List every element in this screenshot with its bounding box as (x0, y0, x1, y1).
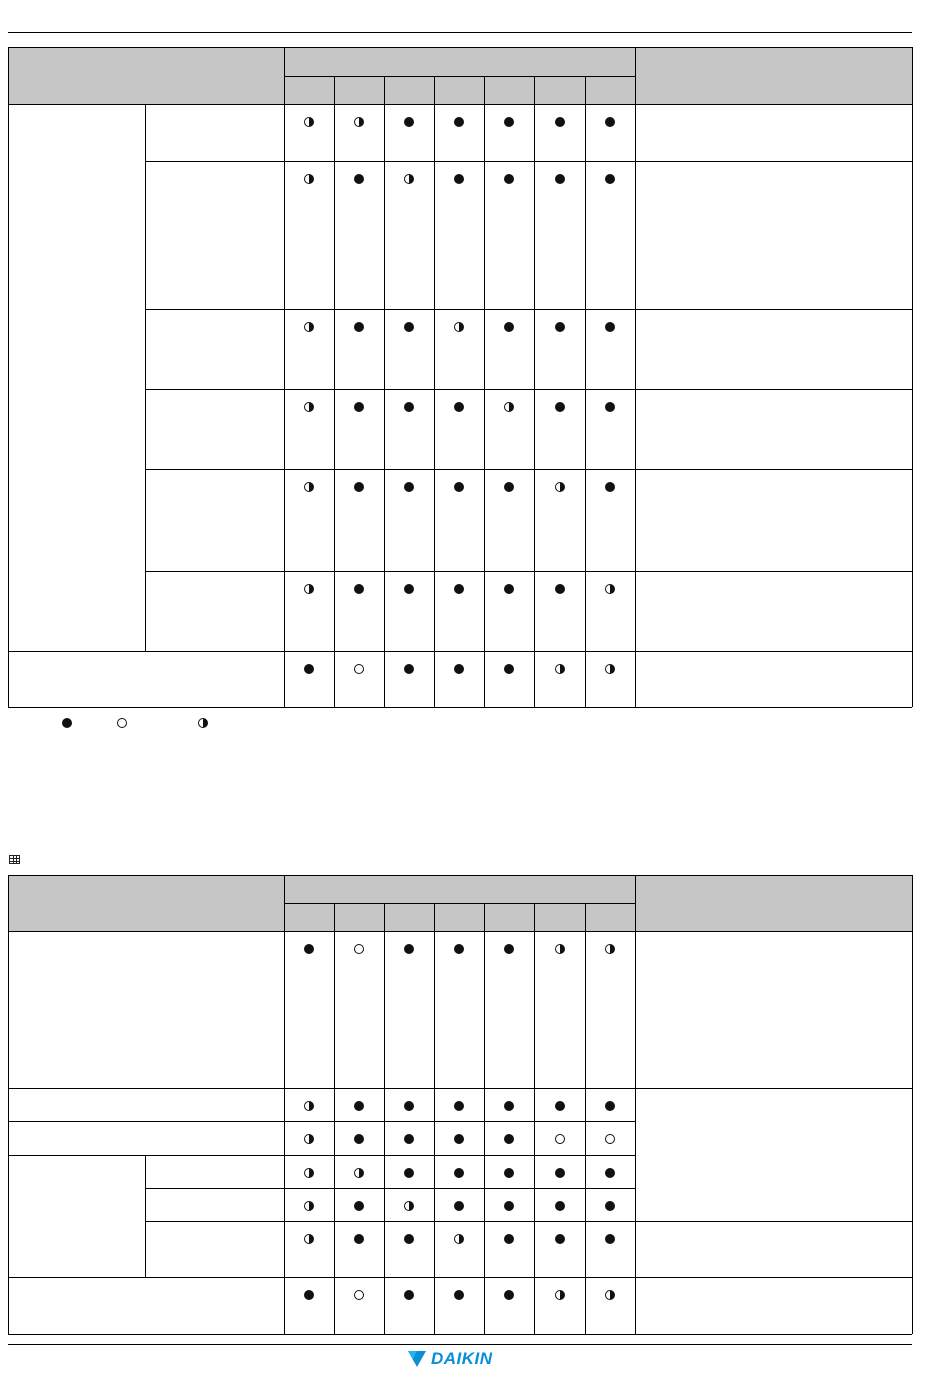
filled-circle-icon (454, 174, 464, 184)
row-divider (145, 1188, 635, 1189)
table-border-right (912, 875, 913, 1334)
half-circle-icon (354, 1168, 364, 1178)
filled-circle-icon (555, 117, 565, 127)
half-circle-icon (555, 1290, 565, 1300)
column-divider (334, 76, 335, 707)
subheader-divider (284, 76, 635, 77)
empty-circle-icon (605, 1134, 615, 1144)
filled-circle-icon (62, 718, 72, 728)
filled-circle-icon (504, 117, 514, 127)
row-divider (145, 469, 912, 470)
daikin-logo-mark-icon (406, 1349, 428, 1369)
filled-circle-icon (454, 402, 464, 412)
column-divider (334, 903, 335, 1334)
column-divider (635, 875, 636, 1334)
filled-circle-icon (454, 584, 464, 594)
half-circle-icon (198, 718, 208, 728)
filled-circle-icon (605, 482, 615, 492)
half-circle-icon (304, 584, 314, 594)
filled-circle-icon (354, 322, 364, 332)
filled-circle-icon (404, 117, 414, 127)
half-circle-icon (304, 1134, 314, 1144)
header-bottom-line (8, 104, 912, 105)
filled-circle-icon (605, 117, 615, 127)
filled-circle-icon (354, 482, 364, 492)
half-circle-icon (304, 1168, 314, 1178)
table-border-bottom (8, 1334, 912, 1335)
filled-circle-icon (504, 322, 514, 332)
filled-circle-icon (504, 1134, 514, 1144)
table-border-bottom (8, 707, 912, 708)
half-circle-icon (404, 1201, 414, 1211)
daikin-logo (406, 1347, 493, 1371)
filled-circle-icon (404, 944, 414, 954)
filled-circle-icon (304, 1290, 314, 1300)
empty-circle-icon (354, 1290, 364, 1300)
filled-circle-icon (454, 1201, 464, 1211)
column-divider (384, 903, 385, 1334)
filled-circle-icon (605, 322, 615, 332)
filled-circle-icon (454, 117, 464, 127)
table-border-top (8, 875, 912, 876)
row-divider (8, 1121, 635, 1122)
column-divider (635, 47, 636, 707)
filled-circle-icon (404, 1234, 414, 1244)
filled-circle-icon (404, 322, 414, 332)
logo-text: DAIKIN (431, 1349, 493, 1368)
table-border-left (8, 47, 9, 707)
half-circle-icon (404, 174, 414, 184)
filled-circle-icon (605, 1234, 615, 1244)
half-circle-icon (454, 1234, 464, 1244)
filled-circle-icon (605, 1201, 615, 1211)
empty-circle-icon (354, 944, 364, 954)
row-divider (8, 1088, 912, 1089)
filled-circle-icon (454, 664, 464, 674)
table-border-left (8, 875, 9, 1334)
column-divider (145, 104, 146, 651)
row-divider (145, 1221, 912, 1222)
half-circle-icon (304, 1234, 314, 1244)
filled-circle-icon (454, 1290, 464, 1300)
half-circle-icon (504, 402, 514, 412)
filled-circle-icon (504, 1101, 514, 1111)
filled-circle-icon (454, 1168, 464, 1178)
filled-circle-icon (354, 1234, 364, 1244)
half-circle-icon (304, 402, 314, 412)
column-divider (284, 875, 285, 1334)
subheader-divider (284, 903, 635, 904)
filled-circle-icon (555, 1168, 565, 1178)
bottom-rule (8, 1344, 912, 1345)
table-border-top (8, 47, 912, 48)
half-circle-icon (304, 322, 314, 332)
table-icon (9, 855, 20, 864)
filled-circle-icon (555, 402, 565, 412)
half-circle-icon (605, 1290, 615, 1300)
column-divider (384, 76, 385, 707)
column-divider (484, 903, 485, 1334)
half-circle-icon (605, 584, 615, 594)
filled-circle-icon (504, 944, 514, 954)
column-divider (534, 903, 535, 1334)
column-divider (284, 47, 285, 707)
filled-circle-icon (454, 1134, 464, 1144)
filled-circle-icon (504, 664, 514, 674)
column-divider (534, 76, 535, 707)
column-divider (434, 903, 435, 1334)
filled-circle-icon (605, 402, 615, 412)
half-circle-icon (354, 117, 364, 127)
half-circle-icon (304, 1201, 314, 1211)
half-circle-icon (304, 1101, 314, 1111)
filled-circle-icon (404, 664, 414, 674)
half-circle-icon (304, 117, 314, 127)
column-divider (585, 76, 586, 707)
filled-circle-icon (304, 944, 314, 954)
filled-circle-icon (454, 482, 464, 492)
header-bottom-line (8, 931, 912, 932)
filled-circle-icon (404, 1101, 414, 1111)
filled-circle-icon (404, 584, 414, 594)
filled-circle-icon (404, 1290, 414, 1300)
row-divider (8, 1277, 912, 1278)
row-divider (8, 1155, 635, 1156)
column-divider (434, 76, 435, 707)
column-divider (484, 76, 485, 707)
filled-circle-icon (404, 1168, 414, 1178)
row-divider (145, 571, 912, 572)
filled-circle-icon (555, 1101, 565, 1111)
half-circle-icon (304, 174, 314, 184)
half-circle-icon (605, 664, 615, 674)
empty-circle-icon (117, 718, 127, 728)
filled-circle-icon (354, 1201, 364, 1211)
filled-circle-icon (404, 482, 414, 492)
filled-circle-icon (354, 1134, 364, 1144)
row-divider (145, 309, 912, 310)
filled-circle-icon (504, 1168, 514, 1178)
half-circle-icon (555, 664, 565, 674)
filled-circle-icon (605, 1168, 615, 1178)
empty-circle-icon (354, 664, 364, 674)
filled-circle-icon (555, 1201, 565, 1211)
half-circle-icon (304, 482, 314, 492)
top-rule (8, 32, 912, 33)
column-divider (585, 903, 586, 1334)
half-circle-icon (555, 482, 565, 492)
filled-circle-icon (404, 402, 414, 412)
filled-circle-icon (555, 1234, 565, 1244)
filled-circle-icon (454, 944, 464, 954)
half-circle-icon (454, 322, 464, 332)
row-divider (145, 161, 912, 162)
half-circle-icon (605, 944, 615, 954)
empty-circle-icon (555, 1134, 565, 1144)
filled-circle-icon (504, 1201, 514, 1211)
filled-circle-icon (504, 482, 514, 492)
filled-circle-icon (354, 174, 364, 184)
row-divider (145, 389, 912, 390)
row-divider (8, 651, 912, 652)
filled-circle-icon (404, 1134, 414, 1144)
filled-circle-icon (504, 1290, 514, 1300)
filled-circle-icon (354, 1101, 364, 1111)
filled-circle-icon (555, 584, 565, 594)
column-divider (145, 1155, 146, 1277)
filled-circle-icon (555, 322, 565, 332)
filled-circle-icon (354, 584, 364, 594)
filled-circle-icon (354, 402, 364, 412)
filled-circle-icon (555, 174, 565, 184)
filled-circle-icon (454, 1101, 464, 1111)
filled-circle-icon (504, 1234, 514, 1244)
table-border-right (912, 47, 913, 707)
filled-circle-icon (504, 584, 514, 594)
filled-circle-icon (605, 1101, 615, 1111)
filled-circle-icon (504, 174, 514, 184)
half-circle-icon (555, 944, 565, 954)
filled-circle-icon (304, 664, 314, 674)
filled-circle-icon (605, 174, 615, 184)
